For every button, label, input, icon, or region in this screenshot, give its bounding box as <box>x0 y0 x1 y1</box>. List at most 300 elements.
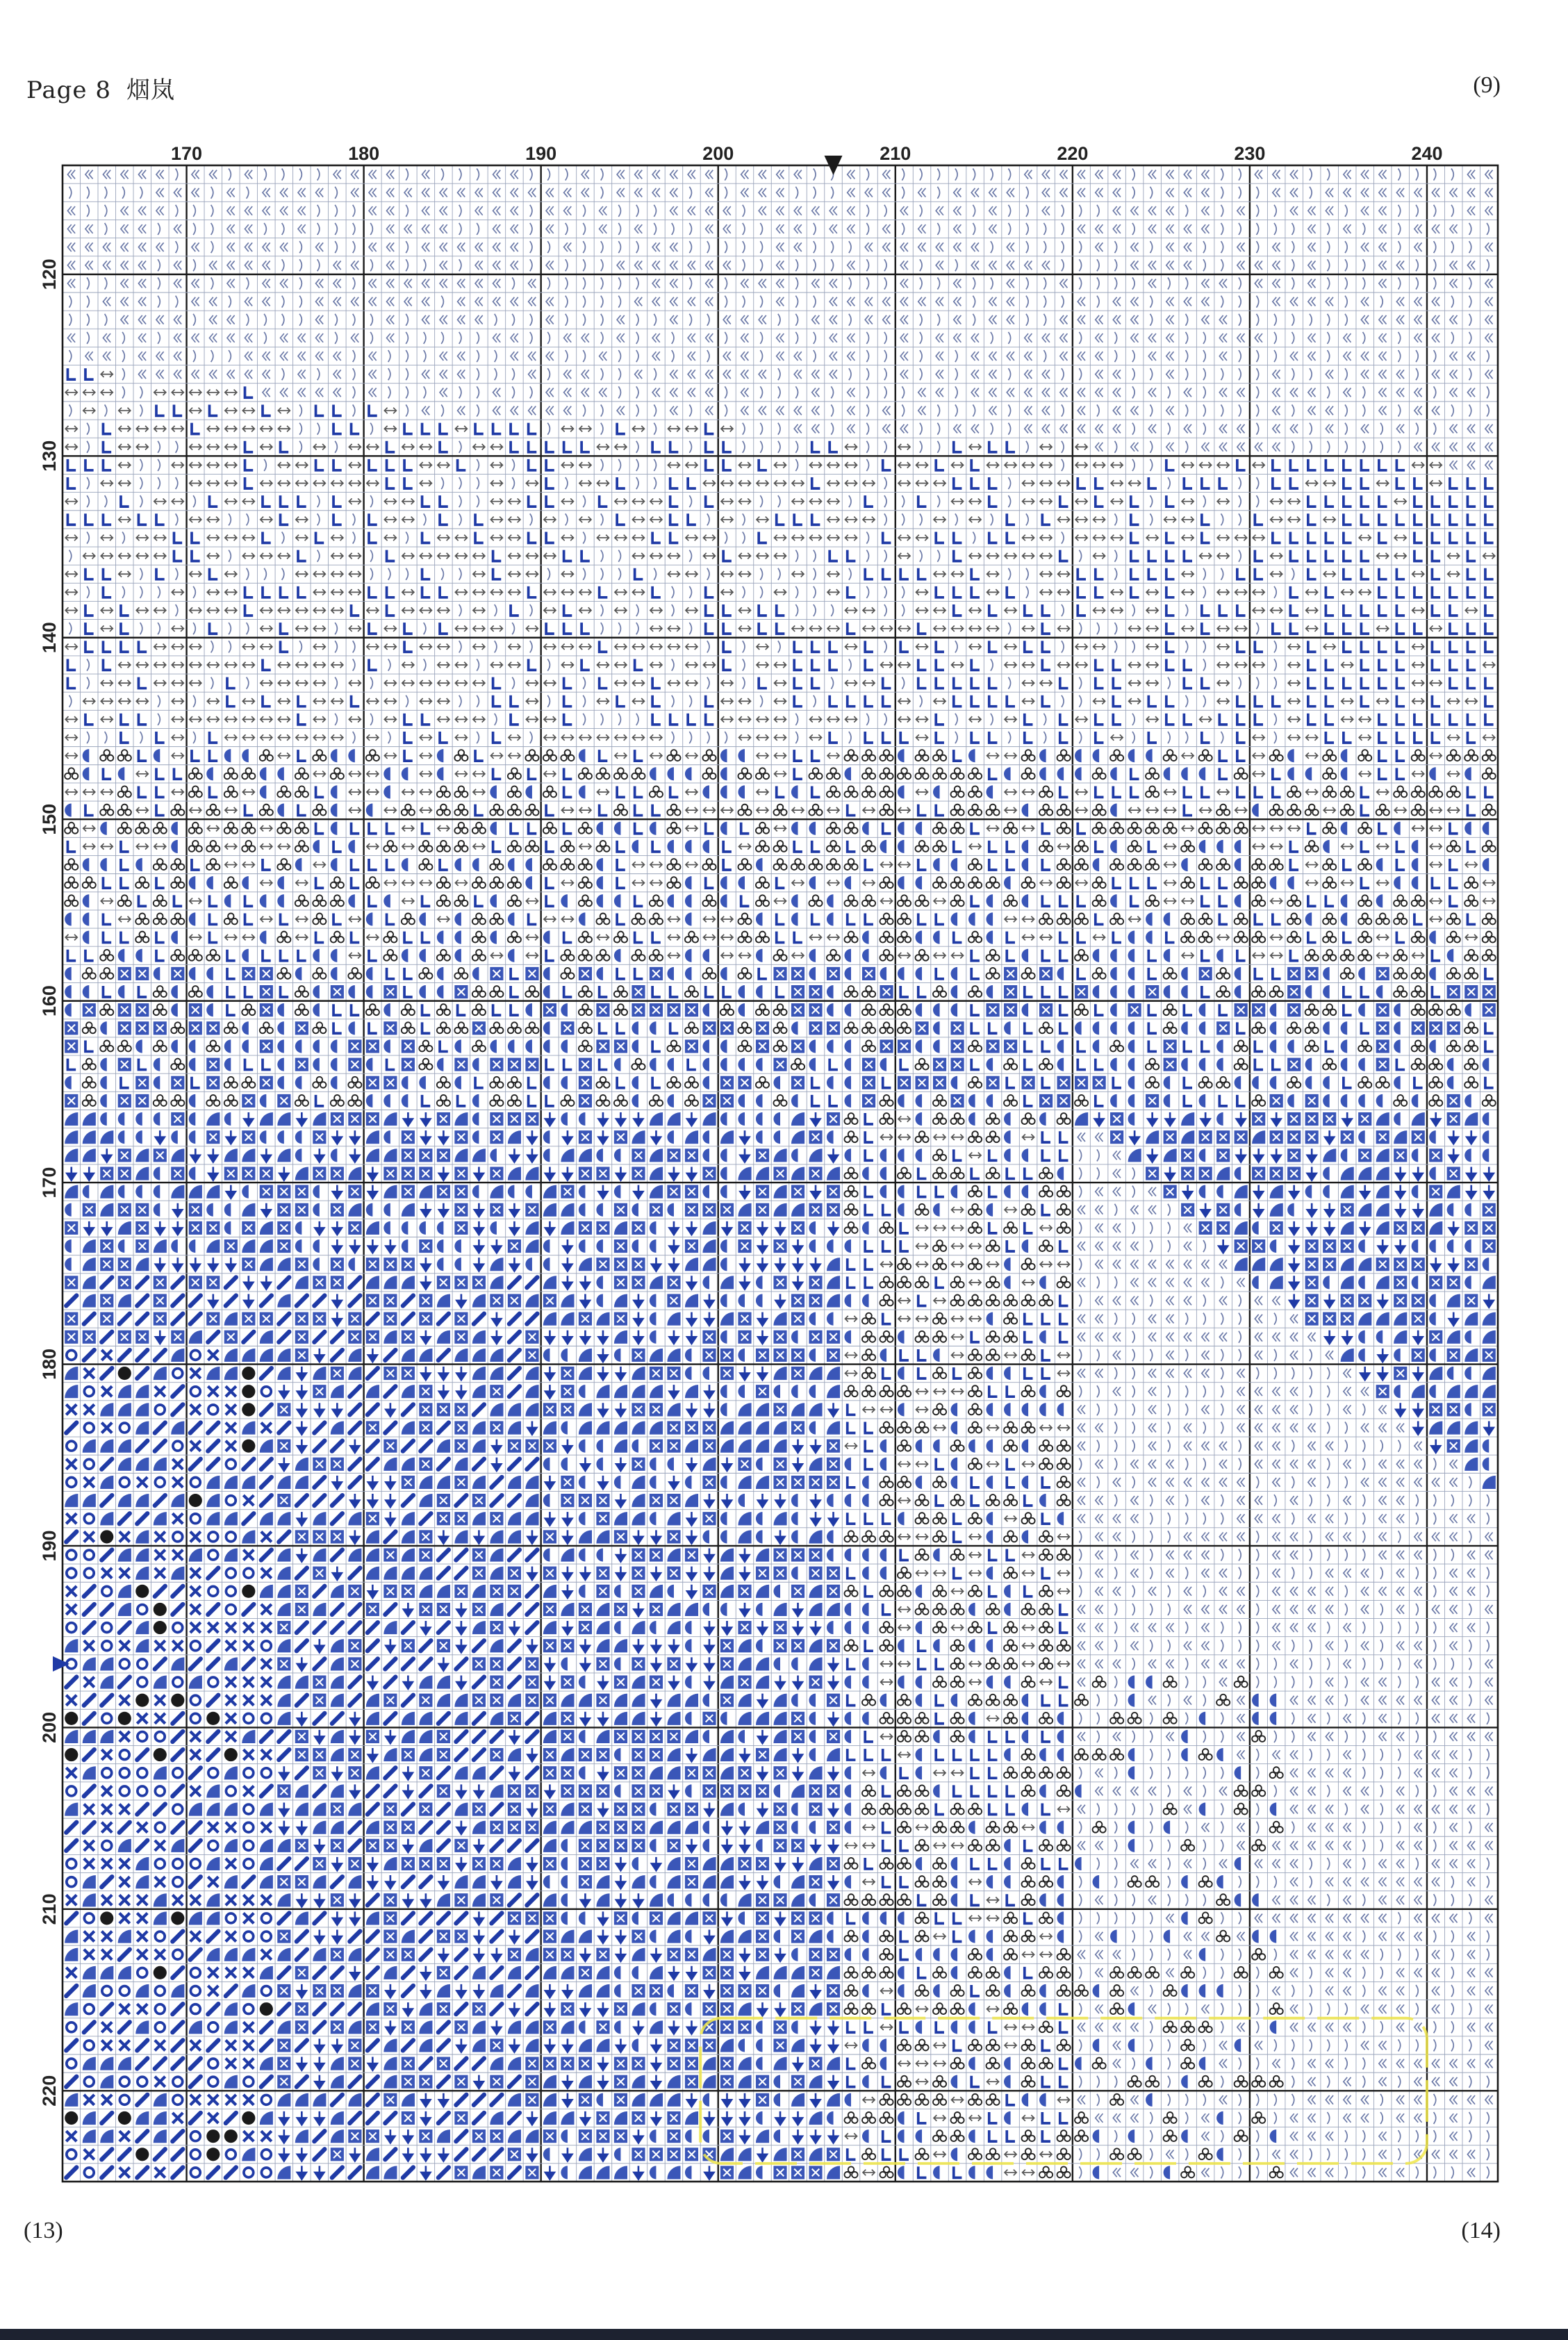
double-angle-stitch <box>706 388 713 397</box>
double-arrow-stitch <box>65 498 77 504</box>
parenthesis-stitch <box>459 223 461 235</box>
double-arrow-stitch <box>1394 498 1406 504</box>
double-angle-stitch <box>1414 242 1422 252</box>
parenthesis-stitch <box>1256 350 1258 362</box>
double-angle-stitch <box>440 279 447 288</box>
double-angle-stitch <box>989 370 997 379</box>
parenthesis-stitch <box>353 277 355 289</box>
double-angle-stitch <box>848 188 855 197</box>
parenthesis-stitch <box>193 350 195 362</box>
double-arrow-stitch <box>1182 498 1194 504</box>
parenthesis-stitch <box>406 350 408 362</box>
parenthesis-stitch <box>689 187 691 199</box>
double-angle-stitch <box>1396 425 1404 434</box>
double-arrow-stitch <box>632 535 644 541</box>
double-angle-stitch <box>103 261 110 270</box>
double-arrow-stitch <box>490 535 502 541</box>
parenthesis-stitch <box>335 241 337 253</box>
double-angle-stitch <box>989 297 997 306</box>
row-label: 210 <box>39 1893 60 1925</box>
parenthesis-stitch <box>1079 241 1081 253</box>
double-arrow-stitch <box>296 462 308 468</box>
parenthesis-stitch <box>672 332 674 344</box>
parenthesis-stitch <box>477 332 479 344</box>
double-angle-stitch <box>989 315 997 324</box>
L-mark-stitch <box>1361 459 1369 470</box>
double-arrow-stitch <box>1058 480 1070 486</box>
parenthesis-stitch <box>583 223 585 235</box>
double-angle-stitch <box>777 206 784 215</box>
parenthesis-stitch <box>991 241 993 253</box>
parenthesis-stitch <box>636 441 638 453</box>
double-angle-stitch <box>918 297 926 306</box>
L-mark-stitch <box>174 404 182 415</box>
double-angle-stitch <box>475 297 483 306</box>
parenthesis-stitch <box>335 441 337 453</box>
parenthesis-stitch <box>477 477 479 489</box>
double-angle-stitch <box>759 315 766 324</box>
parenthesis-stitch <box>1114 259 1116 271</box>
double-angle-stitch <box>316 388 324 397</box>
parenthesis-stitch <box>1026 441 1028 453</box>
double-angle-stitch <box>298 188 306 197</box>
parenthesis-stitch <box>317 368 320 380</box>
double-angle-stitch <box>741 170 749 179</box>
parenthesis-stitch <box>1150 368 1152 380</box>
double-angle-stitch <box>156 170 164 179</box>
double-angle-stitch <box>1131 406 1139 415</box>
parenthesis-stitch <box>1097 277 1099 289</box>
parenthesis-stitch <box>530 223 532 235</box>
double-arrow-stitch <box>579 462 591 468</box>
parenthesis-stitch <box>512 477 514 489</box>
L-mark-stitch <box>1184 477 1192 488</box>
double-arrow-stitch <box>686 426 698 432</box>
double-angle-stitch <box>67 279 75 288</box>
double-angle-stitch <box>670 315 678 324</box>
parenthesis-stitch <box>1062 368 1064 380</box>
parenthesis-stitch <box>122 368 124 380</box>
double-angle-stitch <box>1025 370 1032 379</box>
column-label: 180 <box>348 143 379 164</box>
double-arrow-stitch <box>1058 517 1070 523</box>
parenthesis-stitch <box>1345 441 1347 453</box>
L-mark-stitch <box>777 513 785 525</box>
L-mark-stitch <box>1361 513 1369 525</box>
double-angle-stitch <box>1467 352 1475 361</box>
double-angle-stitch <box>723 370 731 379</box>
double-arrow-stitch <box>1430 462 1442 468</box>
parenthesis-stitch <box>1239 513 1241 525</box>
L-mark-stitch <box>369 513 377 525</box>
parenthesis-stitch <box>920 277 922 289</box>
double-angle-stitch <box>121 206 129 215</box>
parenthesis-stitch <box>920 259 922 271</box>
parenthesis-stitch <box>193 495 195 507</box>
double-angle-stitch <box>989 388 997 397</box>
parenthesis-stitch <box>601 169 603 181</box>
parenthesis-stitch <box>1008 223 1010 235</box>
double-angle-stitch <box>121 315 129 324</box>
parenthesis-stitch <box>1221 404 1223 416</box>
double-angle-stitch <box>1042 261 1050 270</box>
L-mark-stitch <box>546 477 554 488</box>
double-angle-stitch <box>1467 461 1475 470</box>
parenthesis-stitch <box>1398 205 1401 217</box>
double-angle-stitch <box>422 170 430 179</box>
double-arrow-stitch <box>775 535 786 541</box>
double-arrow-stitch <box>296 535 308 541</box>
double-angle-stitch <box>156 352 164 361</box>
parenthesis-stitch <box>1256 477 1258 489</box>
double-angle-stitch <box>1113 297 1121 306</box>
parenthesis-stitch <box>69 350 72 362</box>
L-mark-stitch <box>830 441 838 452</box>
pattern-title: 烟岚 <box>126 76 175 104</box>
double-angle-stitch <box>1379 206 1387 215</box>
L-mark-stitch <box>670 532 679 543</box>
parenthesis-stitch <box>1328 441 1330 453</box>
double-angle-stitch <box>387 297 395 306</box>
parenthesis-stitch <box>725 332 727 344</box>
L-mark-stitch <box>263 495 271 506</box>
double-angle-stitch <box>971 388 979 397</box>
parenthesis-stitch <box>1239 277 1241 289</box>
double-arrow-stitch <box>278 408 290 414</box>
double-angle-stitch <box>209 297 217 306</box>
double-angle-stitch <box>670 279 678 288</box>
parenthesis-stitch <box>636 350 638 362</box>
double-arrow-stitch <box>1164 517 1176 523</box>
parenthesis-stitch <box>211 277 213 289</box>
parenthesis-stitch <box>583 277 585 289</box>
stitch-grid-cells <box>65 169 1496 2180</box>
parenthesis-stitch <box>866 459 868 471</box>
parenthesis-stitch <box>1487 223 1489 235</box>
parenthesis-stitch <box>1434 350 1436 362</box>
double-angle-stitch <box>830 279 837 288</box>
double-arrow-stitch <box>490 498 502 504</box>
row-label: 150 <box>39 804 60 835</box>
parenthesis-stitch <box>530 259 532 271</box>
double-angle-stitch <box>759 406 766 415</box>
double-angle-stitch <box>830 370 837 379</box>
double-angle-stitch <box>1113 406 1121 415</box>
double-angle-stitch <box>848 333 855 343</box>
L-mark-stitch <box>85 513 94 525</box>
double-angle-stitch <box>1166 261 1174 270</box>
parenthesis-stitch <box>1451 169 1453 181</box>
double-angle-stitch <box>1025 261 1032 270</box>
L-mark-stitch <box>1396 477 1405 488</box>
double-angle-stitch <box>564 242 572 252</box>
double-arrow-stitch <box>1129 480 1141 486</box>
L-mark-stitch <box>156 404 165 415</box>
double-arrow-stitch <box>1040 498 1052 504</box>
double-arrow-stitch <box>490 444 502 450</box>
double-arrow-stitch <box>792 480 804 486</box>
L-mark-stitch <box>1308 495 1317 506</box>
parenthesis-stitch <box>406 314 408 326</box>
parenthesis-stitch <box>370 223 372 235</box>
parenthesis-stitch <box>459 386 461 398</box>
double-angle-stitch <box>1148 170 1156 179</box>
parenthesis-stitch <box>849 241 851 253</box>
double-angle-stitch <box>1202 170 1210 179</box>
double-angle-stitch <box>546 261 554 270</box>
L-mark-stitch <box>1467 477 1476 488</box>
double-angle-stitch <box>688 170 695 179</box>
double-angle-stitch <box>174 370 181 379</box>
double-angle-stitch <box>1396 297 1404 306</box>
parenthesis-stitch <box>1398 332 1401 344</box>
double-angle-stitch <box>1414 315 1422 324</box>
double-angle-stitch <box>706 206 713 215</box>
parenthesis-stitch <box>424 386 426 398</box>
double-angle-stitch <box>1007 297 1014 306</box>
double-angle-stitch <box>369 170 377 179</box>
double-angle-stitch <box>511 224 518 233</box>
double-angle-stitch <box>706 261 713 270</box>
parenthesis-stitch <box>1274 332 1276 344</box>
double-angle-stitch <box>1042 170 1050 179</box>
double-angle-stitch <box>352 333 359 343</box>
parenthesis-stitch <box>459 259 461 271</box>
double-angle-stitch <box>1184 188 1191 197</box>
double-angle-stitch <box>830 315 837 324</box>
parenthesis-stitch <box>831 187 833 199</box>
parenthesis-stitch <box>140 477 142 489</box>
double-arrow-stitch <box>331 480 343 486</box>
double-angle-stitch <box>493 333 501 343</box>
parenthesis-stitch <box>583 404 585 416</box>
parenthesis-stitch <box>937 423 939 435</box>
double-angle-stitch <box>652 242 660 252</box>
parenthesis-stitch <box>317 205 320 217</box>
parenthesis-stitch <box>814 332 816 344</box>
double-angle-stitch <box>777 224 784 233</box>
double-angle-stitch <box>652 279 660 288</box>
L-mark-stitch <box>546 495 554 506</box>
parenthesis-stitch <box>1221 513 1223 525</box>
double-arrow-stitch <box>65 426 77 432</box>
double-angle-stitch <box>954 425 962 434</box>
double-arrow-stitch <box>615 498 627 504</box>
L-mark-stitch <box>1096 495 1104 506</box>
L-mark-stitch <box>812 441 820 452</box>
parenthesis-stitch <box>1026 187 1028 199</box>
parenthesis-stitch <box>176 296 178 308</box>
parenthesis-stitch <box>618 241 620 253</box>
parenthesis-stitch <box>370 495 372 507</box>
parenthesis-stitch <box>831 259 833 271</box>
double-angle-stitch <box>706 279 713 288</box>
double-arrow-stitch <box>1075 517 1087 523</box>
parenthesis-stitch <box>1062 459 1064 471</box>
double-arrow-stitch <box>190 480 201 486</box>
double-arrow-stitch <box>1323 517 1335 523</box>
parenthesis-stitch <box>601 423 603 435</box>
parenthesis-stitch <box>689 314 691 326</box>
parenthesis-stitch <box>87 277 89 289</box>
double-angle-stitch <box>1237 333 1245 343</box>
double-angle-stitch <box>387 242 395 252</box>
double-angle-stitch <box>848 388 855 397</box>
parenthesis-stitch <box>583 532 585 543</box>
double-angle-stitch <box>1450 224 1458 233</box>
double-angle-stitch <box>777 188 784 197</box>
parenthesis-stitch <box>1132 423 1134 435</box>
double-angle-stitch <box>422 206 430 215</box>
double-angle-stitch <box>1273 443 1280 452</box>
parenthesis-stitch <box>87 532 89 543</box>
double-angle-stitch <box>422 188 430 197</box>
double-angle-stitch <box>1361 242 1369 252</box>
double-arrow-stitch <box>473 444 485 450</box>
parenthesis-stitch <box>1328 332 1330 344</box>
double-angle-stitch <box>1432 370 1439 379</box>
parenthesis-stitch <box>937 169 939 181</box>
double-angle-stitch <box>1060 315 1068 324</box>
double-arrow-stitch <box>1040 462 1052 468</box>
double-angle-stitch <box>422 224 430 233</box>
parenthesis-stitch <box>547 423 550 435</box>
L-mark-stitch <box>1166 495 1175 506</box>
L-mark-stitch <box>581 441 590 452</box>
parenthesis-stitch <box>1469 314 1471 326</box>
double-angle-stitch <box>493 388 501 397</box>
parenthesis-stitch <box>1380 441 1383 453</box>
parenthesis-stitch <box>264 169 266 181</box>
double-angle-stitch <box>635 188 643 197</box>
parenthesis-stitch <box>282 169 284 181</box>
double-angle-stitch <box>1237 443 1245 452</box>
double-angle-stitch <box>1344 188 1351 197</box>
double-angle-stitch <box>1007 242 1014 252</box>
parenthesis-stitch <box>495 368 497 380</box>
L-mark-stitch <box>263 532 271 543</box>
double-angle-stitch <box>227 279 235 288</box>
double-angle-stitch <box>989 188 997 197</box>
double-angle-stitch <box>1414 333 1422 343</box>
row-label: 170 <box>39 1167 60 1198</box>
parenthesis-stitch <box>193 205 195 217</box>
double-angle-stitch <box>352 297 359 306</box>
L-mark-stitch <box>706 441 714 452</box>
double-arrow-stitch <box>101 371 113 377</box>
double-arrow-stitch <box>863 480 875 486</box>
parenthesis-stitch <box>87 441 89 453</box>
double-angle-stitch <box>723 206 731 215</box>
parenthesis-stitch <box>158 277 160 289</box>
double-angle-stitch <box>156 315 164 324</box>
double-angle-stitch <box>387 206 395 215</box>
parenthesis-stitch <box>760 386 762 398</box>
parenthesis-stitch <box>1451 332 1453 344</box>
L-mark-stitch <box>529 495 537 506</box>
double-angle-stitch <box>281 388 288 397</box>
parenthesis-stitch <box>689 241 691 253</box>
double-angle-stitch <box>1379 370 1387 379</box>
double-angle-stitch <box>1326 188 1333 197</box>
double-angle-stitch <box>103 242 110 252</box>
double-arrow-stitch <box>845 444 857 450</box>
double-arrow-stitch <box>703 480 715 486</box>
double-arrow-stitch <box>934 480 946 486</box>
parenthesis-stitch <box>1043 241 1046 253</box>
double-angle-stitch <box>546 406 554 415</box>
double-angle-stitch <box>1007 261 1014 270</box>
double-arrow-stitch <box>225 535 237 541</box>
parenthesis-stitch <box>1239 169 1241 181</box>
double-arrow-stitch <box>154 390 166 396</box>
parenthesis-stitch <box>176 477 178 489</box>
parenthesis-stitch <box>1062 223 1064 235</box>
double-angle-stitch <box>458 315 465 324</box>
parenthesis-stitch <box>406 332 408 344</box>
double-angle-stitch <box>263 279 270 288</box>
double-angle-stitch <box>794 370 802 379</box>
double-angle-stitch <box>245 261 253 270</box>
double-arrow-stitch <box>402 444 414 450</box>
double-angle-stitch <box>387 333 395 343</box>
double-angle-stitch <box>138 297 146 306</box>
parenthesis-stitch <box>140 404 142 416</box>
double-angle-stitch <box>1078 170 1085 179</box>
L-mark-stitch <box>67 368 76 379</box>
parenthesis-stitch <box>1026 314 1028 326</box>
double-angle-stitch <box>422 242 430 252</box>
double-arrow-stitch <box>597 480 609 486</box>
double-angle-stitch <box>989 261 997 270</box>
double-arrow-stitch <box>331 535 343 541</box>
parenthesis-stitch <box>1256 205 1258 217</box>
double-angle-stitch <box>848 261 855 270</box>
parenthesis-stitch <box>530 169 532 181</box>
double-angle-stitch <box>635 224 643 233</box>
double-angle-stitch <box>1131 261 1139 270</box>
double-angle-stitch <box>1467 425 1475 434</box>
double-arrow-stitch <box>384 517 396 523</box>
double-angle-stitch <box>777 170 784 179</box>
double-angle-stitch <box>759 279 766 288</box>
parenthesis-stitch <box>1150 187 1152 199</box>
double-arrow-stitch <box>225 444 237 450</box>
L-mark-stitch <box>954 441 962 452</box>
double-arrow-stitch <box>1040 444 1052 450</box>
double-angle-stitch <box>333 352 341 361</box>
column-label: 200 <box>702 143 734 164</box>
double-angle-stitch <box>794 224 802 233</box>
parenthesis-stitch <box>547 368 550 380</box>
double-angle-stitch <box>954 279 962 288</box>
parenthesis-stitch <box>1026 241 1028 253</box>
parenthesis-stitch <box>920 513 922 525</box>
double-angle-stitch <box>281 242 288 252</box>
double-angle-stitch <box>617 170 625 179</box>
double-angle-stitch <box>1078 188 1085 197</box>
double-angle-stitch <box>918 224 926 233</box>
parenthesis-stitch <box>601 404 603 416</box>
parenthesis-stitch <box>1114 513 1116 525</box>
double-arrow-stitch <box>632 498 644 504</box>
double-angle-stitch <box>1042 388 1050 397</box>
double-angle-stitch <box>1166 315 1174 324</box>
parenthesis-stitch <box>725 241 727 253</box>
L-mark-stitch <box>475 423 484 434</box>
parenthesis-stitch <box>1434 386 1436 398</box>
double-angle-stitch <box>1042 188 1050 197</box>
